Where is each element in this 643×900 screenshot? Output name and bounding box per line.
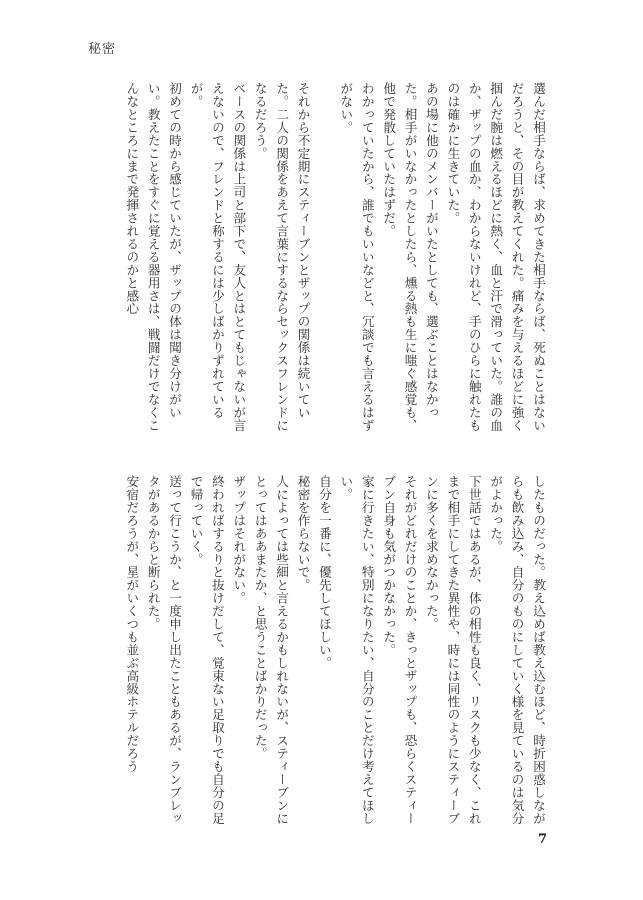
paragraph: 初めての時から感じていたが、ザップの体は聞き分けがいい。教えたことをすぐに覚える器用さは、戦闘だけでなくこんなところにまで発揮されるのかと感心 [124,82,183,432]
paragraph: 人によっては些細と言えるかもしれないが、スティーブンにとってはああまたか、と思うことばかりだった。 [252,475,290,825]
paragraph: ザップはそれがない。 [231,475,247,605]
paragraph: 終わればするりと抜けだして、覚束ない足取りでも自分の足で帰っていく。 [188,475,225,825]
paragraph: 安宿だろうが、星がいくつも並ぶ高級ホテルだろう [124,475,140,773]
paragraph: それがどれだけのことか、きっとザップも、恐らくスティーブン自身も気がつかなかった。 [381,475,418,825]
paragraph: 下世話ではあるが、体の相性も良く、リスクも少なく、これまで相手にしてきた異性や、時には同性のようにスティーブンに多くを求めなかった。 [423,475,482,825]
page-number: 7 [537,832,547,847]
paragraph: 自分を一番に、優先してほしい。 [316,475,332,670]
paragraph: したものだった。教え込めば教え込むほど、時折困惑しながらも飲み込み、自分のものにしていく様を見ているのは気分がよかった。 [488,475,546,825]
paragraph: わかっていたから、誰でもいいなどと、冗談でも言えるはずがない。 [338,82,375,432]
paragraph: 選んだ相手ならば、求めてきた相手ならば、死ぬことはないだろうと、その目が教えてくれた。痛みを与えるほどに強く掴んだ腕は燃えるほどに熱く、血と汗で滑っていた。誰の血か、ザップの血か、わからないけれど、手のひらに触れたものは確かに生きていた。 [445,82,546,432]
paragraph: あの場に他のメンバーがいたとしても、選ぶことはなかった。相手がいなかったとしたら、燻る熱も生に嗤ぐ感覚も、他で発散していたはずだ。 [381,82,439,432]
lower-text-block [79,475,549,835]
paragraph: 秘密を作らないで。 [295,475,311,592]
paragraph: 送って行こうか、と一度申し出たこともあるが、ランブレッタがあるからと断られた。 [145,475,183,825]
paragraph: それから不定期にスティーブンとザップの関係は続いていた。二人の関係をあえて言葉にするならセックスフレンドになるだろう。 [252,82,311,432]
paragraph: ベースの関係は上司と部下で、友人とはとてもじゃないが言えないので、フレンドと称するには少しばかりずれているが。 [188,82,247,432]
running-header-title: 秘密 [88,42,117,57]
upper-text-block [79,82,549,442]
paragraph: 家に行きたい、特別になりたい、自分のことだけ考えてほしい。 [338,475,375,825]
